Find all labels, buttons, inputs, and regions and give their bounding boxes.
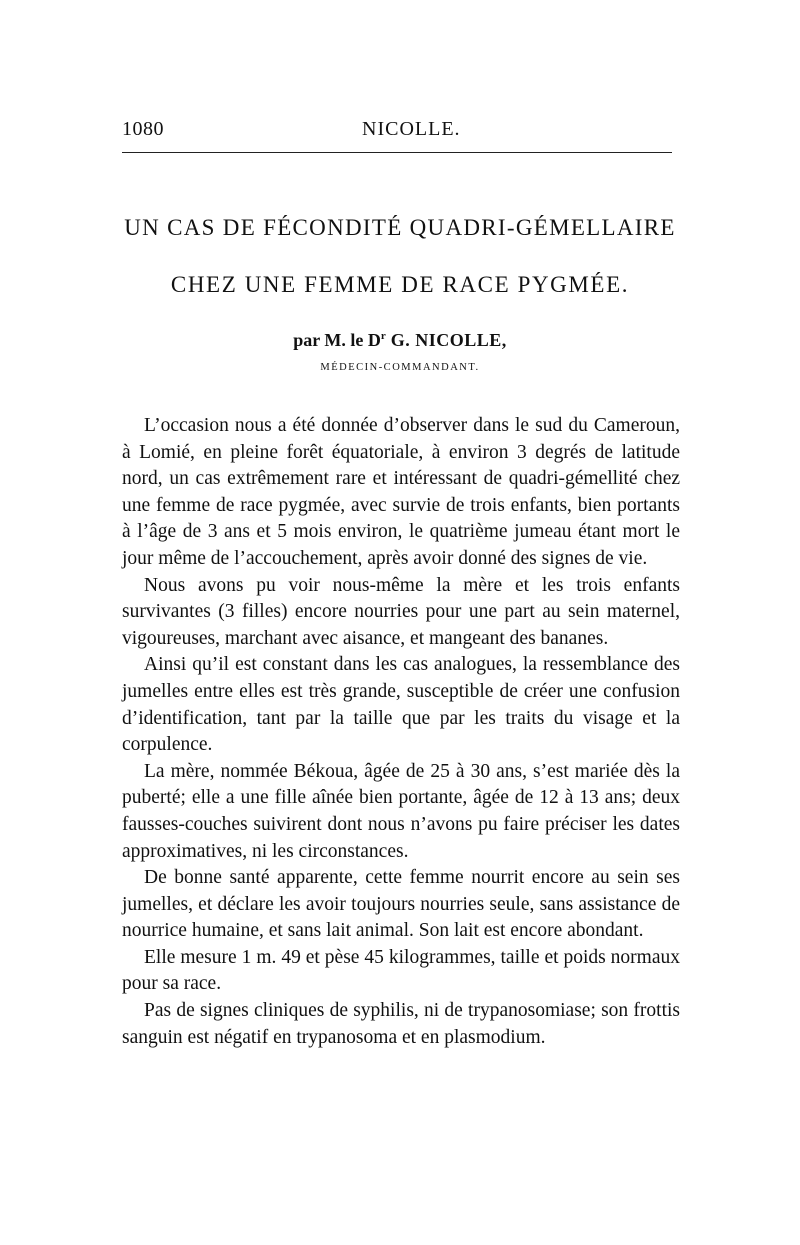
- paragraph: La mère, nommée Békoua, âgée de 25 à 30 ans, s’est mariée dès la puberté; elle a une fille aînée bien portante, âgée de 12 à 13 ans; deux fausses-couches suivirent dont nous n’avons pu faire préciser les dates approximatives, ni les circonstances.: [122, 760, 680, 862]
- paragraph: Nous avons pu voir nous-même la mère et les trois enfants survivantes (3 filles) encore nourries pour une part au sein maternel, vigoureuses, marchant avec aisance, et mangeant des bananes.: [122, 574, 680, 649]
- byline-prefix: par M. le D: [293, 330, 381, 350]
- running-head: [122, 118, 672, 144]
- page-number: 1080: [122, 118, 164, 140]
- running-title: NICOLLE.: [362, 118, 461, 140]
- author-byline: [200, 330, 600, 351]
- author-rank: MÉDECIN-COMMANDANT.: [320, 362, 480, 373]
- byline-superscript: r: [380, 330, 386, 342]
- paragraph: De bonne santé apparente, cette femme nourrit encore au sein ses jumelles, et déclare les avoir toujours nourries seule, sans assistance de nourrice humaine, et sans lait animal. Son lait est encore abondant.: [122, 867, 680, 942]
- author-name: G. NICOLLE,: [385, 330, 507, 350]
- header-rule: [122, 152, 672, 153]
- paragraph: Elle mesure 1 m. 49 et pèse 45 kilogrammes, taille et poids normaux pour sa race.: [122, 946, 680, 995]
- paragraph: L’occasion nous a été donnée d’observer dans le sud du Cameroun, à Lomié, en pleine forêt équatoriale, à environ 3 degrés de latitude nord, un cas extrêmement rare et intéressant de quadri-gémellité chez une femme de race pygmée, avec survie de trois enfants, bien portants à l’âge de 3 ans et 5 mois environ, le quatrième jumeau étant mort le jour même de l’accouchement, après avoir donné des signes de vie.: [122, 415, 680, 569]
- article-title-line-2: CHEZ UNE FEMME DE RACE PYGMÉE.: [170, 272, 630, 297]
- article-body: [122, 413, 680, 1051]
- paragraph: Pas de signes cliniques de syphilis, ni de trypanosomiase; son frottis sanguin est négatif en trypanosoma et en plasmodium.: [122, 1000, 680, 1048]
- article-title-line-1: UN CAS DE FÉCONDITÉ QUADRI-GÉMELLAIRE: [124, 215, 676, 240]
- paragraph: Ainsi qu’il est constant dans les cas analogues, la ressemblance des jumelles entre elles est très grande, susceptible de créer une confusion d’identification, tant par la taille que par les traits du visage et la corpulence.: [122, 654, 680, 756]
